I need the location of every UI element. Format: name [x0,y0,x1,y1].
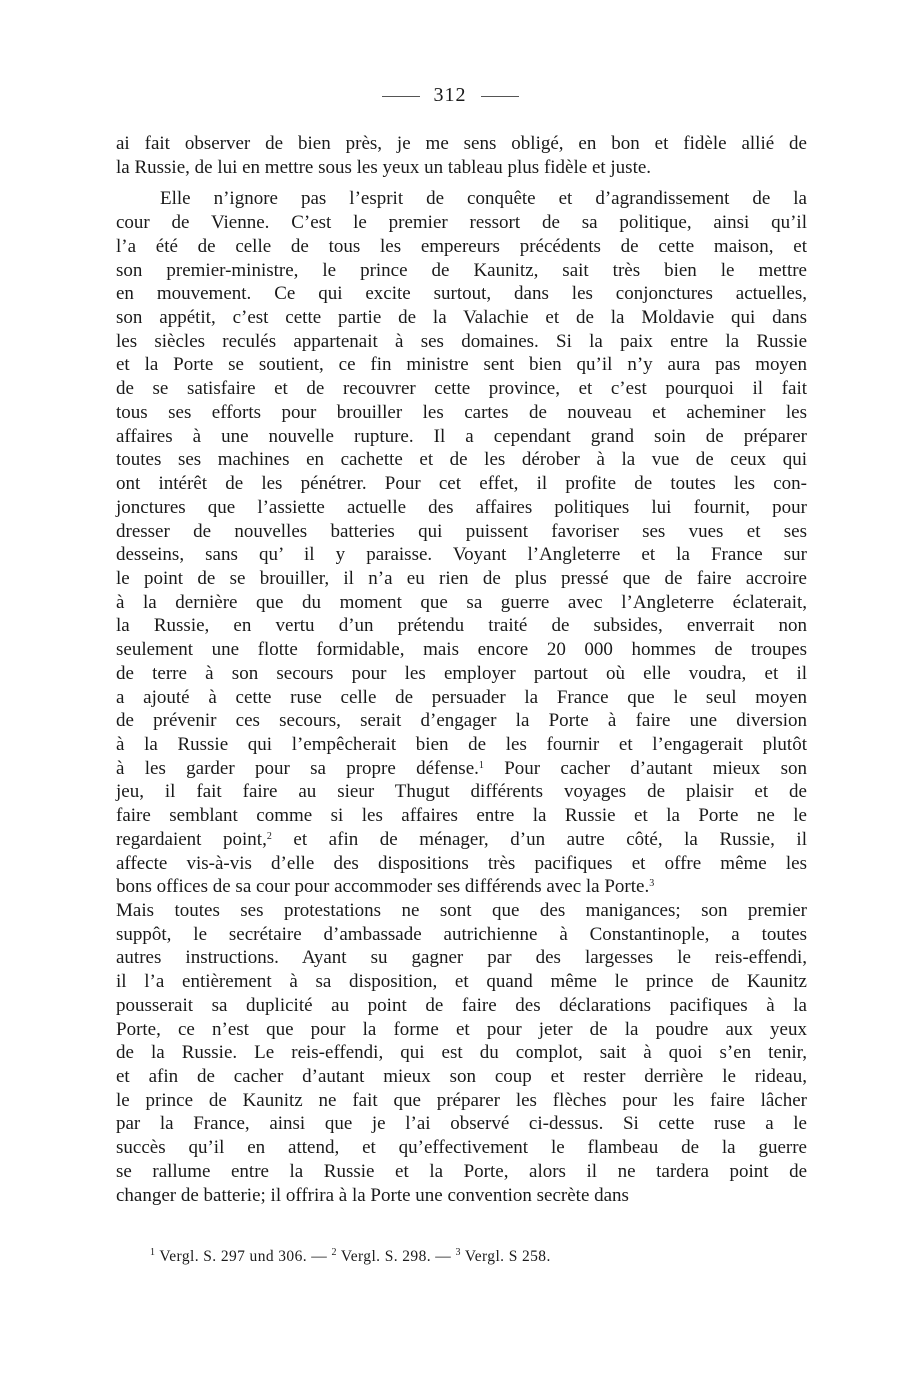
text-line: de prévenir ces secours, serait d’engager la Porte à faire une diversion [116,710,807,732]
text-line: son appétit, c’est cette partie de la Valachie et de la Moldavie qui dans [116,307,807,329]
footnote-mark: 3 [455,1247,461,1258]
text-line: Mais toutes ses protestations ne sont que des manigances; son premier [116,900,807,921]
page-number: 312 [433,84,467,106]
text-line: son premier-ministre, le prince de Kaunitz, sait très bien le mettre [116,259,807,281]
text-line: et afin de cacher d’autant mieux son coup et rester derrière le rideau, [116,1066,807,1088]
text-line: autres instructions. Ayant su gagner par des largesses le reis-effendi, [116,947,807,969]
text-line: Elle n’ignore pas l’esprit de conquête et d’agrandissement de la [160,188,807,210]
text-line: il l’a entièrement à sa disposition, et quand même le prince de Kaunitz [116,971,807,993]
footnote-ref: 1 [478,759,484,771]
footnote-mark: 2 [331,1247,337,1258]
line-text: bons offices de sa cour pour accommoder ses différends avec la Porte. [116,876,650,898]
text-line: de se satisfaire et de recouvrer cette province, et c’est pourquoi il fait [116,378,807,400]
text-line: succès qu’il en attend, et qu’effectivement le flambeau de la guerre [116,1137,807,1159]
text-line: suppôt, le secrétaire d’ambassade autrichienne à Constantinople, a toutes [116,923,807,945]
page-header [0,84,900,107]
footnote-text: Vergl. S 258. [460,1248,551,1265]
header-rule-left [382,96,420,97]
text-line [116,828,807,852]
text-line: desseins, sans qu’ il y paraisse. Voyant l’Angleterre et la France sur [116,544,807,566]
footnote-text: Vergl. S. 297 und 306. — [155,1248,332,1265]
footnote-ref: 3 [649,878,655,890]
text-line: à la dernière que du moment que sa guerre avec l’Angleterre éclaterait, [116,591,807,613]
line-text: regardaient point, [116,828,267,850]
text-line: a ajouté à cette ruse celle de persuader la France que le seul moyen [116,686,807,708]
text-line: Porte, ce n’est que pour la forme et pour jeter de la poudre aux yeux [116,1018,807,1040]
text-line [116,875,807,899]
text-line [116,757,807,781]
text-line: seulement une flotte formidable, mais encore 20 000 hommes de troupes [116,639,807,661]
text-line: changer de batterie; il offrira à la Porte une convention secrète dans [116,1184,629,1206]
text-line: de terre à son secours pour les employer partout où elle voudra, et il [116,662,807,684]
text-line: dresser de nouvelles batteries qui puissent favoriser ses vues et ses [116,520,807,542]
text-line: affecte vis-à-vis d’elle des dispositions très pacifiques et offre même les [116,852,807,874]
text-line: jeu, il fait faire au sieur Thugut différents voyages de plaisir et de [116,781,807,803]
footnotes [150,1248,800,1266]
text-line: à la Russie qui l’empêcherait bien de les fournir et l’engagerait plutôt [116,733,807,755]
header-rule-right [481,96,519,97]
footnote-ref: 2 [266,830,272,842]
text-line: de la Russie. Le reis-effendi, qui est du complot, sait à quoi s’en tenir, [116,1042,807,1064]
text-line: pousserait sa duplicité au point de faire des déclarations pacifiques à la [116,994,807,1016]
footnote-mark: 1 [150,1247,156,1258]
text-line: toutes ses machines en cachette et de les dérober à la vue de ceux qui [116,449,807,471]
footnote-text: Vergl. S. 298. — [336,1248,456,1265]
text-line: cour de Vienne. C’est le premier ressort de sa politique, ainsi qu’il [116,212,807,234]
text-line: les siècles reculés appartenait à ses domaines. Si la paix entre la Russie [116,330,807,352]
text-line: par la France, ainsi que je l’ai observé ci-dessus. Si cette ruse a le [116,1113,807,1135]
text-line: la Russie, en vertu d’un prétendu traité de subsides, enverrait non [116,615,807,637]
body-text [116,132,807,1207]
text-line: faire semblant comme si les affaires entre la Russie et la Porte ne le [116,805,807,827]
text-line: se rallume entre la Russie et la Porte, alors il ne tardera point de [116,1160,807,1182]
text-line: en mouvement. Ce qui excite surtout, dans les conjonctures actuelles, [116,283,807,305]
text-line: ont intérêt de les pénétrer. Pour cet effet, il profite de toutes les con- [116,473,807,495]
line-text: Pour cacher d’autant mieux son [483,757,807,779]
text-line: l’a été de celle de tous les empereurs précédents de cette maison, et [116,235,807,257]
text-line: tous ses efforts pour brouiller les cartes de nouveau et acheminer les [116,401,807,423]
text-line: la Russie, de lui en mettre sous les yeux un tableau plus fidèle et juste. [116,156,652,178]
text-line: affaires à une nouvelle rupture. Il a cependant grand soin de préparer [116,425,807,447]
text-line: le prince de Kaunitz ne fait que préparer les flèches pour les faire lâcher [116,1089,807,1111]
text-line: ai fait observer de bien près, je me sens obligé, en bon et fidèle allié de [116,133,807,154]
line-text: à les garder pour sa propre défense. [116,757,479,779]
text-line: jonctures que l’assiette actuelle des affaires politiques lui fournit, pour [116,496,807,518]
line-text: et afin de ménager, d’un autre côté, la Russie, il [271,828,807,850]
text-line: le point de se brouiller, il n’a eu rien de plus pressé que de faire accroire [116,567,807,589]
text-line: et la Porte se soutient, ce fin ministre sent bien qu’il n’y aura pas moyen [116,354,807,376]
